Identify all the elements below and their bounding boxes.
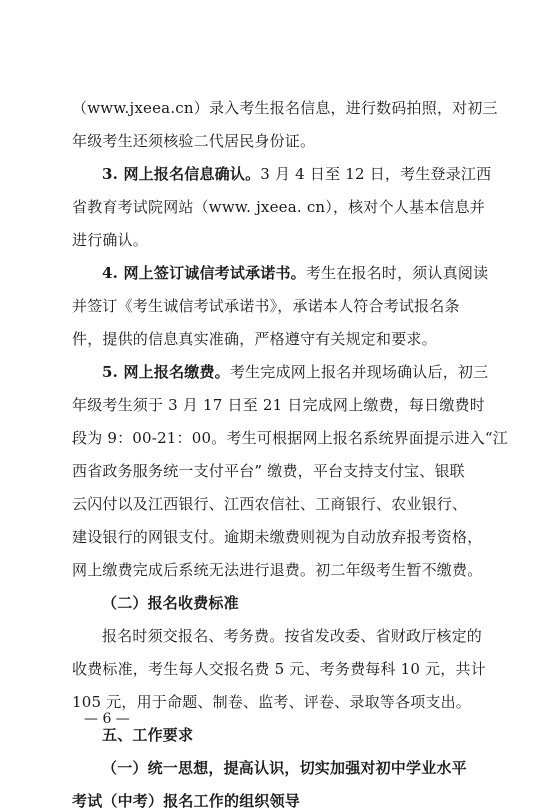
heading-text: 五、工作要求 — [102, 726, 194, 744]
text-line — [72, 692, 471, 712]
line-text: 105 元，用于命题、制卷、监考、评卷、录取等各项支出。 — [72, 693, 472, 711]
text-line — [102, 626, 482, 646]
line-text: 收费标准，考生每人交报名费 5 元、考务费每科 10 元，共计 — [72, 660, 486, 678]
text-line — [72, 494, 467, 514]
line-text: 进行确认。 — [72, 231, 149, 249]
subsection-heading-line — [102, 758, 467, 778]
text-line — [72, 395, 485, 415]
section-heading-fee-standard — [102, 593, 239, 613]
item-5-rest: 考生完成网上报名并现场确认后，初三 — [229, 363, 489, 381]
line-text: 西省政务服务统一支付平台” 缴费，平台支持支付宝、银联 — [72, 462, 465, 480]
item-4-lead: 4. 网上签订诚信考试承诺书。 — [102, 264, 306, 282]
heading-text: 考试（中考）报名工作的组织领导 — [72, 792, 301, 810]
line-text: （www.jxeea.cn）录入考生报名信息，进行数码拍照，对初三 — [72, 99, 498, 117]
item-5-lead: 5. 网上报名缴费。 — [102, 363, 230, 381]
line-text: 云闪付以及江西银行、江西农信社、工商银行、农业银行、 — [72, 495, 468, 513]
text-line — [72, 560, 482, 580]
text-line — [72, 197, 485, 217]
page-number: — 6 — — [84, 711, 130, 727]
line-text: 年级考生须于 3 月 17 日至 21 日完成网上缴费，每日缴费时 — [72, 396, 485, 414]
text-line — [72, 461, 465, 481]
section-heading-work-requirements — [102, 725, 193, 745]
item-3-heading-line — [102, 164, 491, 184]
item-5-heading-line — [102, 362, 488, 382]
line-text: 年级考生还须核验二代居民身份证。 — [72, 132, 316, 150]
text-line — [72, 296, 460, 316]
text-line — [72, 527, 482, 547]
line-text: 并签订《考生诚信考试承诺书》，承诺本人符合考试报名条 — [72, 297, 460, 315]
line-text: 网上缴费完成后系统无法进行退费。初二年级考生暂不缴费。 — [72, 561, 483, 579]
text-line — [72, 659, 486, 679]
item-4-rest: 考生在报名时，须认真阅读 — [305, 264, 489, 282]
line-text: 报名时须交报名、考务费。按省发改委、省财政厅核定的 — [102, 627, 483, 645]
item-3-lead: 3. 网上报名信息确认。 — [102, 165, 261, 183]
heading-text: （一）统一思想，提高认识，切实加强对初中学业水平 — [102, 759, 467, 777]
item-3-rest: 3 月 4 日至 12 日，考生登录江西 — [260, 165, 492, 183]
line-text: 段为 9：00-21：00。考生可根据网上报名系统界面提示进入“江 — [72, 429, 508, 447]
subsection-heading-line — [72, 791, 300, 811]
text-line — [72, 329, 437, 349]
line-text: 省教育考试院网站（www. jxeea. cn），核对个人基本信息并 — [72, 198, 485, 216]
text-line — [72, 131, 315, 151]
line-text: 件，提供的信息真实准确，严格遵守有关规定和要求。 — [72, 330, 437, 348]
text-line — [72, 98, 498, 118]
item-4-heading-line — [102, 263, 488, 283]
line-text: 建设银行的网银支付。逾期未缴费则视为自动放弃报考资格， — [72, 528, 483, 546]
text-line — [72, 428, 508, 448]
heading-text: （二）报名收费标准 — [102, 594, 239, 612]
text-line — [72, 230, 148, 250]
